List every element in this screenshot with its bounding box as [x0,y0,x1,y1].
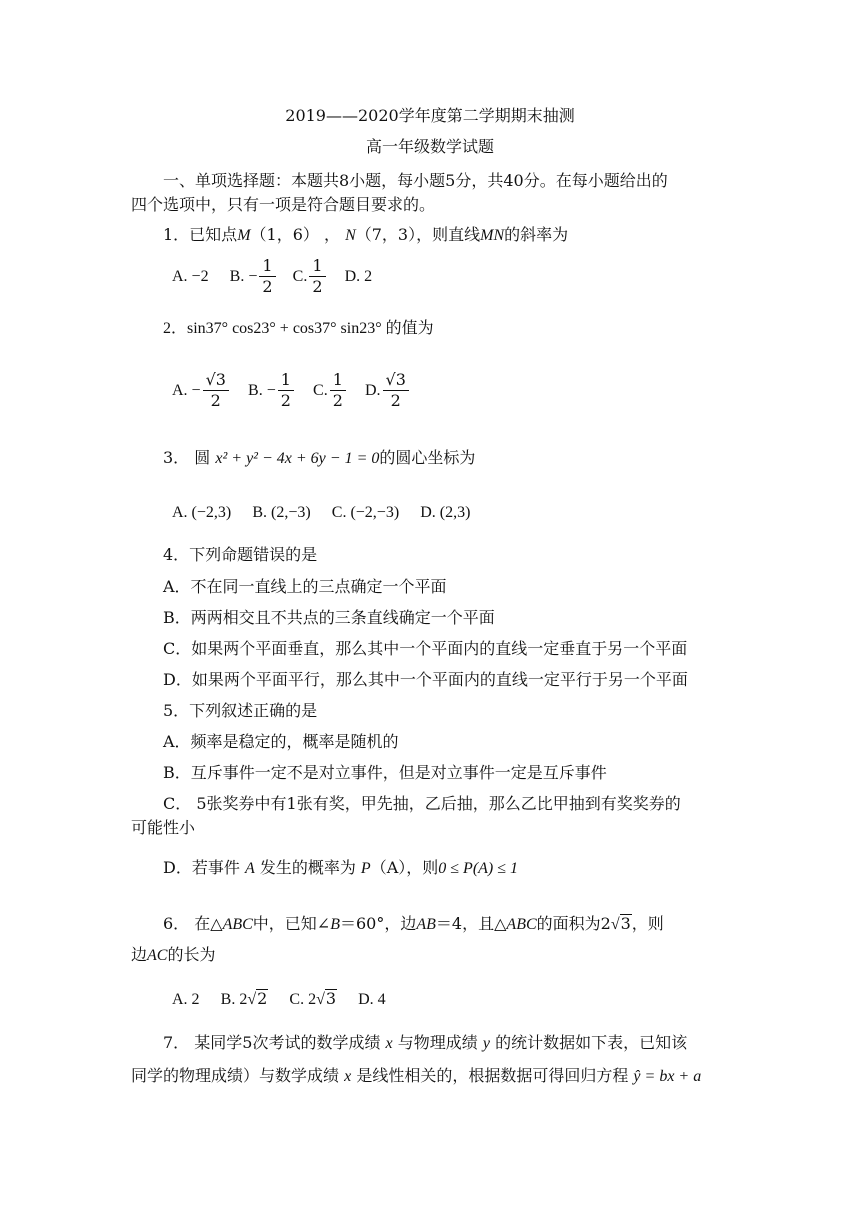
question-7-line1 [163,1032,687,1055]
q3-prefix: 3． 圆 [163,448,211,467]
q3-equation: x² + y² − 4x + 6y − 1 = 0 [215,450,380,467]
section-heading-line1: 一、单项选择题：本题共8小题，每小题5分，共40分。在每小题给出的 [163,171,668,190]
q6-mid2: ＝60°，边 [340,914,417,933]
q6-option-c-label: C. 2 [289,991,317,1008]
q2-option-c-fraction [330,370,346,411]
q1-n-coords: （7，3），则直线 [355,225,481,244]
q5-d-prefix: D．若事件 [163,858,240,877]
q4-option-a: A．不在同一直线上的三点确定一个平面 [163,577,447,596]
q5-d-event-a: A [244,860,255,877]
q2-option-b-label: B. − [248,382,276,399]
q6-option-a: A. 2 [172,991,200,1008]
q7-suffix: 的统计数据如下表，已知该 [495,1033,688,1052]
q2-option-b-fraction [278,370,294,411]
q6-mid4: 的面积为2 [536,914,611,933]
q4-option-b: B．两两相交且不共点的三条直线确定一个平面 [163,608,495,627]
q5-option-d [163,857,518,880]
q6-option-b-label: B. 2 [220,991,248,1008]
q3-option-d: D. (2,3) [420,504,471,521]
q2-option-c-den: 2 [332,391,343,410]
q1-point-m: M [237,227,251,244]
q6-mid1: 中，已知∠ [252,914,331,933]
q7-mid: 与物理成绩 [397,1033,478,1052]
q6-end: ，则 [631,914,664,933]
q5-d-inequality: 0 ≤ P(A) ≤ 1 [438,860,519,877]
q6-sqrt-sign: √ [610,916,620,933]
q2-option-a-den: 2 [210,391,221,410]
q5-option-b: B．互斥事件一定不是对立事件，但是对立事件一定是互斥事件 [163,763,607,782]
q3-option-b: B. (2,−3) [252,504,311,521]
q1-option-c-label: C. [292,268,308,285]
q7-line2-prefix: 同学的物理成绩）与数学成绩 [131,1066,340,1085]
q1-option-c-fraction [309,256,325,297]
q1-option-a: A. −2 [172,268,209,285]
q1-line-mn: MN [480,227,505,244]
q2-option-a-fraction [203,370,229,411]
q2-option-c-label: C. [313,382,328,399]
q3-suffix: 的圆心坐标为 [379,448,476,467]
q5-option-c-line2: 可能性小 [131,818,196,837]
q6-abc-2: ABC [506,916,537,933]
question-1-options [172,256,388,297]
q1-option-c-den: 2 [312,277,323,296]
q7-line2-mid: 是线性相关的，根据数据可得回归方程 [356,1066,629,1085]
q1-m-coords: （1，6） ， [250,225,340,244]
q2-option-a-label: A. − [172,382,201,399]
q2-option-d-fraction [383,370,409,411]
q6-sqrt-3: 3 [620,914,631,933]
q7-prefix: 7． 某同学5次考试的数学成绩 [163,1033,381,1052]
q2-option-d-num: √3 [383,370,409,391]
q1-prefix: 1．已知点 [163,225,238,244]
q7-var-x: x [385,1035,393,1052]
question-7-line2 [131,1065,701,1088]
q1-option-b-fraction [259,256,275,297]
q7-var-y: y [482,1035,490,1052]
question-6-line2 [131,944,215,967]
q5-option-c-line1: C． 5张奖券中有1张有奖，甲先抽，乙后抽，那么乙比甲抽到有奖奖券的 [163,794,681,813]
q6-prefix: 6． 在△ [163,914,223,933]
q5-option-a: A．频率是稳定的，概率是随机的 [163,732,399,751]
q1-option-d: D. 2 [344,268,373,285]
question-2-options [172,370,411,411]
q2-option-c-num: 1 [330,370,346,391]
question-4-stem: 4．下列命题错误的是 [163,545,318,564]
q2-option-a-num: √3 [203,370,229,391]
q7-var-x2: x [344,1068,352,1085]
q3-option-a: A. (−2,3) [172,504,232,521]
question-6-options [172,988,402,1011]
q6-line2-prefix: 边 [131,945,148,964]
q5-d-paren: （A），则 [370,858,439,877]
q3-option-c: C. (−2,−3) [331,504,400,521]
q1-option-b-label: B. − [229,268,258,285]
q6-option-c-sqrt-sign: √ [316,991,325,1008]
q6-option-c-radicand: 3 [325,989,337,1008]
q4-option-d: D．如果两个平面平行，那么其中一个平面内的直线一定平行于另一个平面 [163,670,688,689]
q1-suffix: 的斜率为 [504,225,569,244]
q1-option-b-den: 2 [262,277,273,296]
q6-side-ab: AB [416,916,436,933]
q1-option-c-num: 1 [309,256,325,277]
q6-angle-b: B [330,916,340,933]
question-1-stem [163,224,568,247]
section-heading-line2: 四个选项中，只有一项是符合题目要求的。 [131,195,436,214]
q6-abc-1: ABC [222,916,253,933]
q4-option-c: C．如果两个平面垂直，那么其中一个平面内的直线一定垂直于另一个平面 [163,639,688,658]
q6-option-d: D. 4 [358,991,386,1008]
q7-regression-equation: ŷ = bx + a [633,1068,702,1085]
q6-side-ac: AC [147,947,168,964]
exam-subtitle: 高一年级数学试题 [365,137,494,156]
q5-d-mid: 发生的概率为 [259,858,356,877]
exam-title: 2019——2020学年度第二学期期末抽测 [285,106,575,125]
q6-option-b-sqrt-sign: √ [247,991,257,1008]
q2-option-b-num: 1 [278,370,294,391]
question-3-options [172,501,486,524]
q1-option-b-num: 1 [259,256,275,277]
question-5-stem: 5．下列叙述正确的是 [163,701,318,720]
q6-mid3: ＝4，且△ [435,914,507,933]
q1-point-n: N [345,227,356,244]
q5-d-p: P [360,860,371,877]
q2-option-b-den: 2 [280,391,291,410]
q6-line2-suffix: 的长为 [167,945,216,964]
q2-option-d-label: D. [364,382,381,399]
question-3-stem [163,447,475,470]
q2-option-d-den: 2 [390,391,401,410]
q6-option-b-radicand: 2 [257,989,268,1008]
question-6-line1 [163,913,664,936]
question-2-stem: 2．sin37° cos23° + cos37° sin23° 的值为 [163,320,434,337]
